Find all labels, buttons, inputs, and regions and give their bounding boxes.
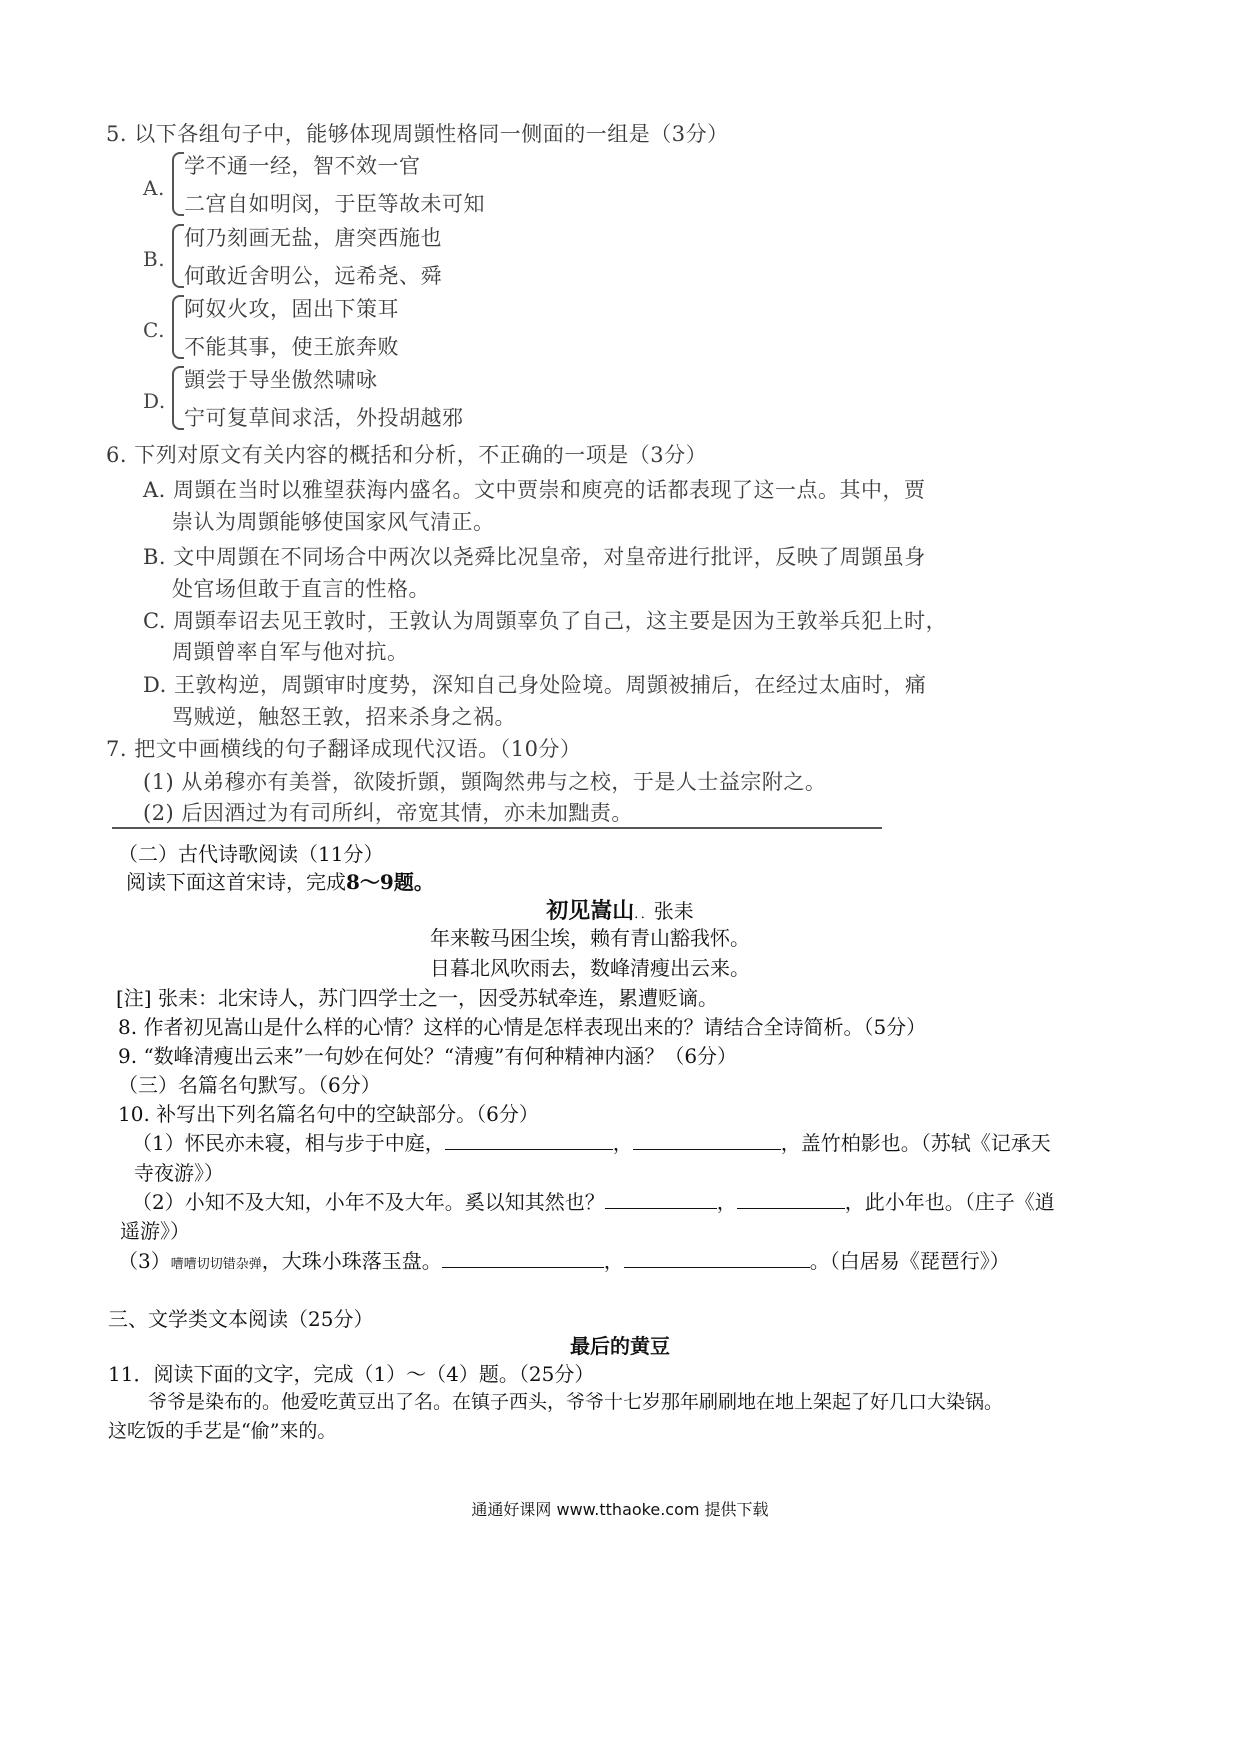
question-11: 11．阅读下面的文字，完成（1）～（4）题。（25分） xyxy=(108,1362,595,1386)
q10-item-3-source: 。（白居易《琵琶行》） xyxy=(809,1249,1010,1273)
poem-title-dots: ．． xyxy=(634,907,654,922)
q6-option-d-line1: D. 王敦构逆，周顗审时度势，深知自己身处险境。周顗被捕后，在经过太庙时，痛 xyxy=(143,673,927,697)
q6-option-d-line2: 骂贼逆，触怒王敦，招来杀身之祸。 xyxy=(172,705,516,729)
brace-mark xyxy=(172,295,184,359)
q5-option-label-d: D. xyxy=(143,389,166,413)
q6-option-a-line1: A. 周顗在当时以雅望获海内盛名。文中贾崇和庾亮的话都表现了这一点。其中，贾 xyxy=(143,478,926,502)
q10-item-1-text-b: ，盖竹柏影也。（苏轼《记承天 xyxy=(780,1131,1051,1155)
question-10: 10. 补写出下列名篇名句中的空缺部分。（6分） xyxy=(118,1102,539,1126)
blank-separator: ， xyxy=(603,1249,624,1273)
poem-line-1: 年来鞍马困尘埃，赖有青山豁我怀。 xyxy=(430,926,750,950)
part3-heading: 三、文学类文本阅读（25分） xyxy=(108,1307,374,1331)
section2-intro-range: 8～9题。 xyxy=(346,870,434,894)
story-paragraph-line-1: 爷爷是染布的。他爱吃黄豆出了名。在镇子西头，爷爷十七岁那年刷刷地在地上架起了好几口大染锅。 xyxy=(148,1391,1004,1413)
story-title: 最后的黄豆 xyxy=(570,1334,670,1358)
section2-intro-text: 阅读下面这首宋诗，完成 xyxy=(126,870,346,894)
page-footer: 通通好课网 www.tthaoke.com 提供下载 xyxy=(471,1500,769,1519)
q6-stem: 6. 下列对原文有关内容的概括和分析，不正确的一项是（3分） xyxy=(106,443,708,467)
q10-item-1 xyxy=(132,1127,1051,1156)
q5-option-c-line2: 不能其事，使王旅奔败 xyxy=(184,335,399,359)
q5-stem: 5. 以下各组句子中，能够体现周顗性格同一侧面的一组是（3分） xyxy=(106,122,729,146)
q10-item-2 xyxy=(132,1186,1055,1215)
answer-blank[interactable] xyxy=(445,1129,613,1150)
section-divider xyxy=(112,827,882,829)
poem-line-2: 日暮北风吹雨去，数峰清瘦出云来。 xyxy=(430,956,750,980)
poem-title-line xyxy=(0,894,1240,925)
q10-item-3 xyxy=(118,1245,1010,1274)
answer-blank[interactable] xyxy=(605,1188,717,1209)
q10-item-3-text: ，大珠小珠落玉盘。 xyxy=(261,1249,442,1273)
q6-option-a-line2: 崇认为周顗能够使国家风气清正。 xyxy=(172,510,495,534)
q10-item-3-number: （3） xyxy=(118,1249,171,1273)
q5-option-a-line2: 二宫自如明闵，于臣等故未可知 xyxy=(184,192,485,216)
q7-item-1: (1) 从弟穆亦有美誉，欲陵折顗，顗陶然弗与之校，于是人士益宗附之。 xyxy=(143,770,827,794)
question-9: 9. “数峰清瘦出云来”一句妙在何处？“清瘦”有何种精神内涵？（6分） xyxy=(118,1044,738,1068)
q6-option-c-line2: 周顗曾率自军与他对抗。 xyxy=(172,640,409,664)
q10-item-3-small-text: 嘈嘈切切错杂弹 xyxy=(170,1257,262,1272)
answer-blank[interactable] xyxy=(633,1129,781,1150)
brace-mark xyxy=(172,152,184,216)
brace-mark xyxy=(172,366,184,430)
q6-option-b-line2: 处官场但敢于直言的性格。 xyxy=(172,577,430,601)
q10-item-1-continuation: 寺夜游》） xyxy=(134,1161,224,1185)
q7-item-2: (2) 后因酒过为有司所纠，帝宽其情，亦未加黜责。 xyxy=(143,801,633,825)
blank-separator: ， xyxy=(612,1131,633,1155)
poem-author: 张耒 xyxy=(653,899,694,923)
q10-item-1-text-a: （1）怀民亦未寝，相与步于中庭， xyxy=(132,1131,445,1155)
answer-blank[interactable] xyxy=(442,1247,604,1268)
q5-option-b-line2: 何敢近舍明公，远希尧、舜 xyxy=(184,264,442,288)
story-paragraph-line-2: 这吃饭的手艺是“偷”来的。 xyxy=(108,1420,337,1442)
q5-option-label-a: A. xyxy=(143,176,165,200)
answer-blank[interactable] xyxy=(624,1247,810,1268)
q5-option-b-line1: 何乃刻画无盐，唐突西施也 xyxy=(184,226,442,250)
section2-heading: （二）古代诗歌阅读（11分） xyxy=(118,842,384,866)
brace-mark xyxy=(172,224,184,288)
q10-item-2-continuation: 遥游》） xyxy=(120,1219,190,1243)
q7-stem: 7. 把文中画横线的句子翻译成现代汉语。（10分） xyxy=(106,737,582,761)
q5-option-label-b: B. xyxy=(143,247,166,271)
answer-blank[interactable] xyxy=(737,1188,845,1209)
section2-intro xyxy=(126,866,434,895)
q5-option-label-c: C. xyxy=(143,318,165,342)
q5-option-d-line1: 顗尝于导坐傲然啸咏 xyxy=(184,368,378,392)
q6-option-c-line1: C. 周顗奉诏去见王敦时，王敦认为周顗辜负了自己，这主要是因为王敦举兵犯上时， xyxy=(143,609,948,633)
q5-option-d-line2: 宁可复草间求活，外投胡越邪 xyxy=(184,406,464,430)
question-8: 8. 作者初见嵩山是什么样的心情？这样的心情是怎样表现出来的？请结合全诗简析。（5分） xyxy=(118,1015,927,1039)
blank-separator: ， xyxy=(716,1190,737,1214)
poem-title: 初见嵩山 xyxy=(546,898,635,924)
q5-option-c-line1: 阿奴火攻，固出下策耳 xyxy=(184,297,399,321)
q6-option-b-line1: B. 文中周顗在不同场合中两次以尧舜比况皇帝，对皇帝进行批评，反映了周顗虽身 xyxy=(143,545,926,569)
poem-note: [注] 张耒：北宋诗人，苏门四学士之一，因受苏轼牵连，累遭贬谪。 xyxy=(116,986,718,1010)
q10-item-2-text-b: ，此小年也。（庄子《逍 xyxy=(844,1190,1055,1214)
q5-option-a-line1: 学不通一经，智不效一官 xyxy=(184,154,421,178)
q10-item-2-text-a: （2）小知不及大知，小年不及大年。奚以知其然也？ xyxy=(132,1190,605,1214)
section3-heading: （三）名篇名句默写。（6分） xyxy=(118,1073,381,1097)
